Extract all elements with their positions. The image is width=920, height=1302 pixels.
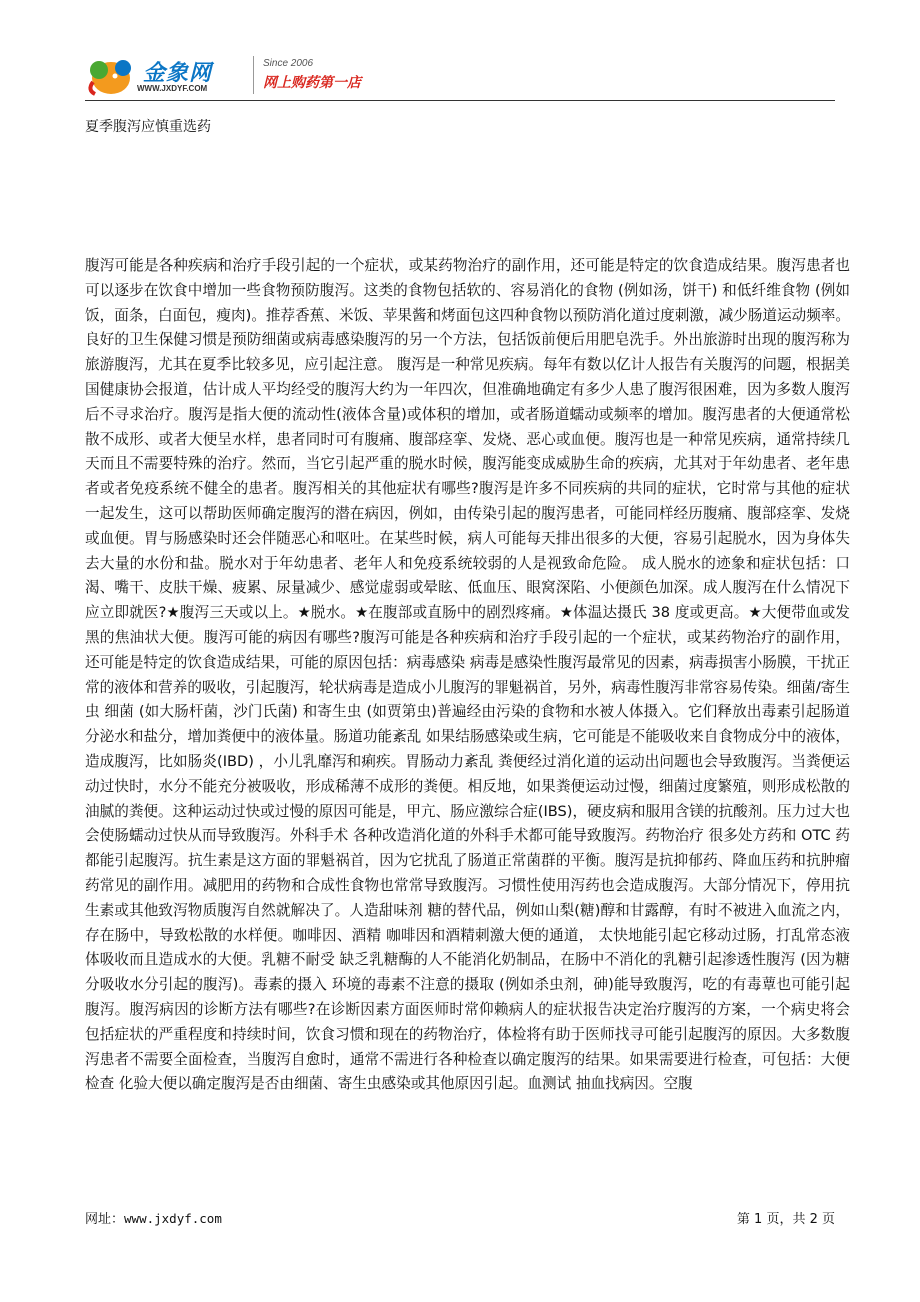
document-body: 腹泻可能是各种疾病和治疗手段引起的一个症状，或某药物治疗的副作用，还可能是特定的饮食造成结果。腹泻患者也可以逐步在饮食中增加一些食物预防腹泻。这类的食物包括软的、容易消化的食物 (例如汤，饼干) 和低纤维食物 (例如饭，面条，白面包，瘦肉)。推荐香蕉、米饭、苹果酱和烤面包这四种食物以预防消化道过度刺激，减少肠道运动频率。良好的卫生保健习惯是预防细菌或病毒感染腹泻的另一个方法，包括饭前便后用肥皂洗手。外出旅游时出现的腹泻称为旅游腹泻，尤其在夏季比较多见，应引起注意。 腹泻是一种常见疾病。每年有数以亿计人报告有关腹泻的问题，根据美国健康协会报道，估计成人平均经受的腹泻大约为一年四次，但准确地确定有多少人患了腹泻很困难，因为多数人腹泻后不寻求治疗。腹泻是指大便的流动性(液体含量)或体积的增加，或者肠道蠕动或频率的增加。腹泻患者的大便通常松散不成形、或者大便呈水样，患者同时可有腹痛、腹部痉挛、发烧、恶心或血便。腹泻也是一种常见疾病，通常持续几天而且不需要特殊的治疗。然而，当它引起严重的脱水时候，腹泻能变成威胁生命的疾病，尤其对于年幼患者、老年患者或者免疫系统不健全的患者。腹泻相关的其他症状有哪些?腹泻是许多不同疾病的共同的症状，它时常与其他的症状一起发生，这可以帮助医师确定腹泻的潜在病因，例如，由传染引起的腹泻患者，可能同样经历腹痛、腹部痉挛、发烧或血便。胃与肠感染时还会伴随恶心和呕吐。在某些时候，病人可能每天排出很多的大便，容易引起脱水，因为身体失去大量的水份和盐。脱水对于年幼患者、老年人和免疫系统较弱的人是视致命危险。 成人脱水的迹象和症状包括：口渴、嘴干、皮肤干燥、疲累、尿量减少、感觉虚弱或晕眩、低血压、眼窝深陷、小便颜色加深。成人腹泻在什么情况下应立即就医?★腹泻三天或以上。★脱水。★在腹部或直肠中的剧烈疼痛。★体温达摄氏 38 度或更高。★大便带血或发黑的焦油状大便。腹泻可能的病因有哪些?腹泻可能是各种疾病和治疗手段引起的一个症状，或某药物治疗的副作用，还可能是特定的饮食造成结果，可能的原因包括：病毒感染 病毒是感染性腹泻最常见的因素，病毒损害小肠膜，干扰正常的液体和营养的吸收，引起腹泻，轮状病毒是造成小儿腹泻的罪魁祸首，另外，病毒性腹泻非常容易传染。细菌/寄生虫 细菌 (如大肠杆菌，沙门氏菌) 和寄生虫 (如贾第虫)普遍经由污染的食物和水被人体摄入。它们释放出毒素引起肠道分泌水和盐分，增加粪便中的液体量。肠道功能紊乱 如果结肠感染或生病，它可能是不能吸收来自食物成分中的液体，造成腹泻，比如肠炎(IBD) ，小儿乳靡泻和痢疾。胃肠动力紊乱 粪便经过消化道的运动出问题也会导致腹泻。当粪便运动过快时，水分不能充分被吸收，形成稀薄不成形的粪便。相反地，如果粪便运动过慢，细菌过度繁殖，则形成松散的油腻的粪便。这种运动过快或过慢的原因可能是，甲亢、肠应激综合症(IBS)，硬皮病和服用含镁的抗酸剂。压力过大也会使肠蠕动过快从而导致腹泻。外科手术 各种改造消化道的外科手术都可能导致腹泻。药物治疗 很多处方药和 OTC 药都能引起腹泻。抗生素是这方面的罪魁祸首，因为它扰乱了肠道正常菌群的平衡。腹泻是抗抑郁药、降血压药和抗肿瘤药常见的副作用。减肥用的药物和合成性食物也常常导致腹泻。习惯性使用泻药也会造成腹泻。大部分情况下，停用抗生素或其他致泻物质腹泻自然就解决了。人造甜味剂 糖的替代品，例如山梨(糖)醇和甘露醇，有时不被进入血流之内，存在肠中，导致松散的水样便。咖啡因、酒精 咖啡因和酒精刺激大便的通道， 太快地能引起它移动过肠，打乱常态液体吸收而且造成水的大便。乳糖不耐受 缺乏乳糖酶的人不能消化奶制品，在肠中不消化的乳糖引起渗透性腹泻 (因为糖分吸收水分引起的腹泻)。毒素的摄入 环境的毒素不注意的摄取 (例如杀虫剂，砷)能导致腹泻，吃的有毒蕈也可能引起腹泻。腹泻病因的诊断方法有哪些?在诊断因素方面医师时常仰赖病人的症状报告决定治疗腹泻的方案，一个病史将会包括症状的严重程度和持续时间，饮食习惯和现在的药物治疗，体检将有助于医师找寻可能引起腹泻的原因。大多数腹泻患者不需要全面检查，当腹泻自愈时，通常不需进行各种检查以确定腹泻的结果。如果需要进行检查，可包括：大便检查 化验大便以确定腹泻是否由细菌、寄生虫感染或其他原因引起。血测试 抽血找病因。空腹 (85, 257, 850, 1093)
document-title: 夏季腹泻应慎重选药 (85, 119, 211, 135)
footer-url-label: 网址： (85, 1212, 125, 1227)
site-logo[interactable] (85, 50, 245, 100)
brand-url[interactable]: WWW.JXDYF.COM (137, 84, 208, 93)
elephant-logo-icon (85, 50, 141, 98)
logo-divider (253, 56, 254, 94)
site-header (85, 50, 835, 102)
brand-name: 金象网 (143, 61, 213, 86)
slogan-text: 网上购药第一店 (263, 75, 361, 91)
page-number: 第 1 页，共 2 页 (736, 1212, 835, 1227)
header-divider (85, 100, 835, 101)
footer-url-link[interactable]: www.jxdyf.com (124, 1211, 222, 1226)
since-text: Since 2006 (263, 58, 314, 69)
footer-url (85, 1208, 222, 1227)
